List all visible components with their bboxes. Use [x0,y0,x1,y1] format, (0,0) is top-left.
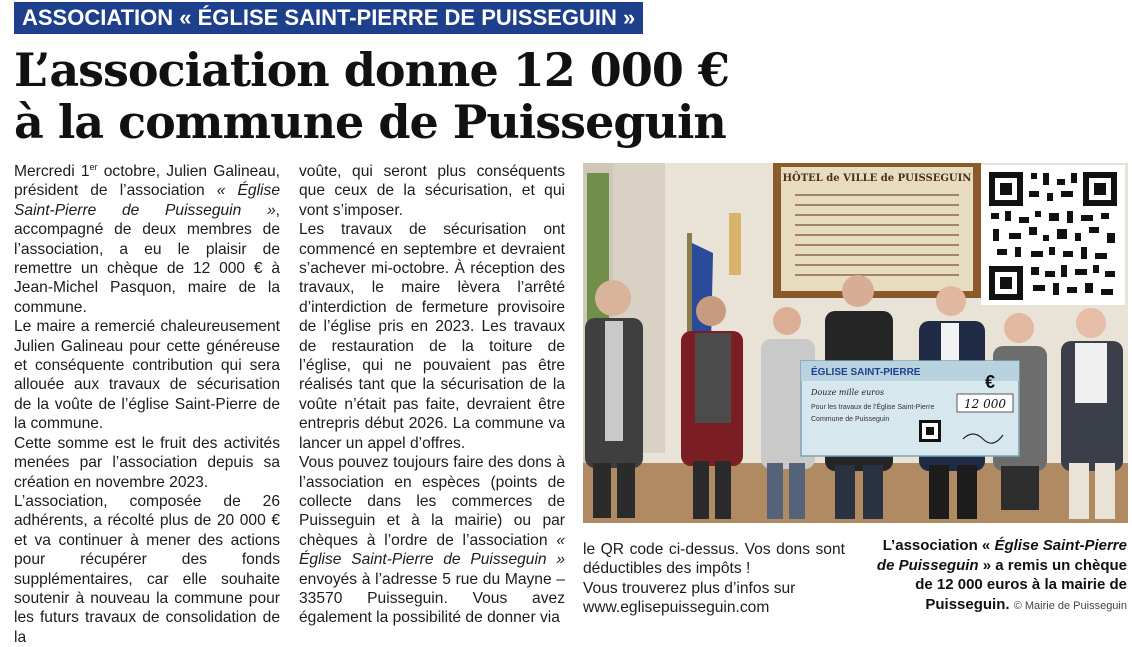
paragraph: Les travaux de sécurisation ont commencé en septembre et devraient s’achever mi-octobre. À réception des travaux, le maire lèvera l’arrêté d’interdiction de fermeture provisoire de l’église pris en 2023. Les travaux de restauration de la toiture de l’église, qui ne pouvaient pas être réalisés tant que la sécurisation de la voûte n’était pas faite, devraient être entrepris début 2026. La commune va lancer un appel d’offres. [299,221,565,452]
paragraph [583,579,845,618]
headline-line-1: L’association donne 12 000 € [14,43,729,97]
paragraph: Le maire a remercié chaleureusement Julien Galineau pour cette généreuse et conséquente contribution qui sera allouée aux travaux de sécurisation de la voûte de l’église Saint-Pierre de la commune. [14,318,280,433]
paragraph [14,162,280,317]
headline [14,44,734,148]
website-link[interactable]: www.eglisepuisseguin.com [583,599,770,617]
text-run: Vous trouverez plus d’infos sur [583,579,796,597]
article-column-2 [299,162,565,628]
photo-illustration [583,163,1128,523]
article-column-1 [14,162,280,647]
association-name: Église Saint-Pierre de Puisseguin [876,537,1127,574]
photo-credit: © Mairie de Puisseguin [1013,599,1127,612]
plaque [781,167,973,291]
text-run: Vous pouvez toujours faire des dons à l’association en espèces (points de collecte dans les commerces de Puisseguin et à la mairie) ou par chèques à l’ordre de l’association [299,454,565,549]
headline-line-2: à la commune de Puisseguin [14,95,726,149]
photo [583,163,1128,523]
cheque-purpose: Pour les travaux de l’Église Saint-Pierre [811,404,935,411]
cheque-words: Douze mille euros [811,388,885,397]
section-kicker: ASSOCIATION « ÉGLISE SAINT-PIERRE DE PUISSEGUIN » [14,2,643,34]
text-run: Mercredi 1 [14,163,90,180]
superscript: er [89,161,98,172]
cheque-currency: € [985,372,996,392]
text-run: » a remis un chèque de 12 000 euros à la mairie de Puisseguin. [915,556,1127,613]
paragraph: Cette somme est le fruit des activités menées par l’association depuis sa création en novembre 2023. [14,434,280,491]
cheque-association: ÉGLISE SAINT-PIERRE [811,367,921,378]
paragraph: le QR code ci-dessus. Vos dons sont déductibles des impôts ! [583,541,845,578]
paragraph [299,453,565,628]
association-name: « Église Saint-Pierre de Puisseguin » [299,531,565,569]
article-column-3 [583,540,845,618]
paragraph: L’association, composée de 26 adhérents, a récolté plus de 20 000 € et va continuer à mener des actions pour récupérer des fonds supplémentaires, car elle souhaite soutenir à nouveau la commune pour les futurs travaux de consolidation de la [14,492,280,646]
cheque-payee: Commune de Puisseguin [811,416,890,423]
text-run: octobre, Julien Galineau, président de l’association [14,163,280,200]
text-run: , accompagné de deux membres de l’association, a eu le plaisir de remettre un chèque de 12 000 € à Jean-Michel Pasquon, maire de la commune. [14,201,280,316]
paragraph: voûte, qui seront plus conséquents que ceux de la sécurisation, et qui vont s’imposer. [299,163,565,219]
text-run: envoyés à l’adresse 5 rue du Mayne – 33570 Puisseguin. Vous avez également la possibilité de donner via [299,570,565,627]
flag [692,243,713,343]
floor [583,463,1128,523]
wall-lamp [729,213,741,275]
text-run: L’association « [882,537,995,554]
cheque-amount: 12 000 [964,397,1006,411]
photo-caption [867,536,1127,616]
qr-code[interactable] [981,165,1125,305]
plaque-title: HÔTEL de VILLE de PUISSEGUIN [782,173,972,184]
cheque [801,361,1019,456]
association-name: « Église Saint-Pierre de Puisseguin » [14,182,280,219]
